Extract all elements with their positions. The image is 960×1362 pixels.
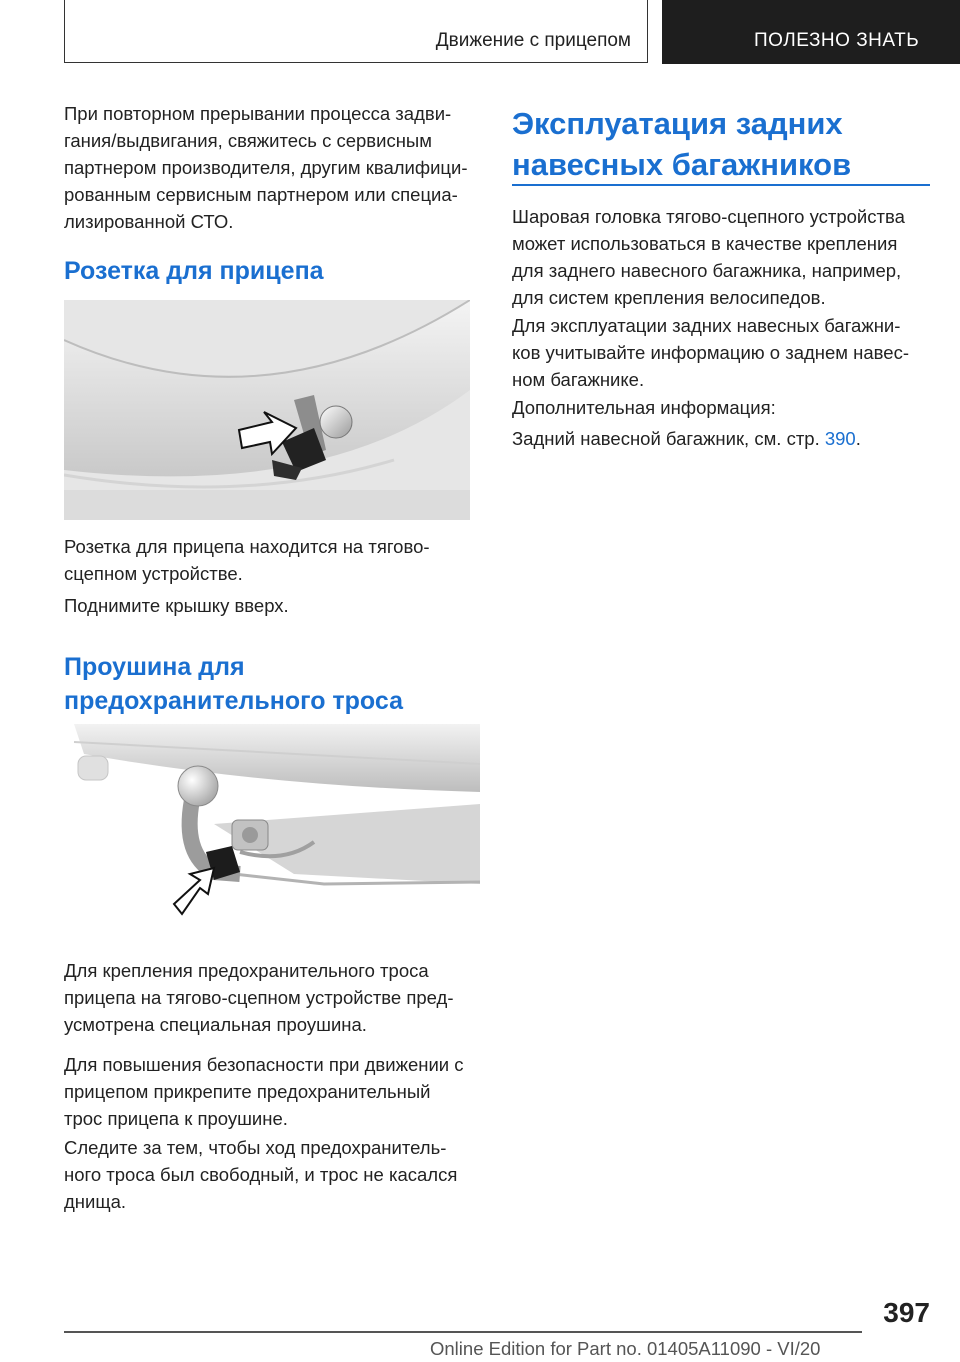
page-number: 397 bbox=[883, 1297, 930, 1328]
paragraph-line: ков учитывайте информацию о заднем навес- bbox=[512, 342, 909, 363]
heading-line: навесных багажников bbox=[512, 147, 852, 182]
heading-line: предохранительного троса bbox=[64, 687, 403, 715]
chapter-title: Движение с прицепом bbox=[435, 30, 631, 51]
eyelet-heading bbox=[64, 650, 482, 718]
page-link[interactable]: 390 bbox=[824, 428, 856, 449]
paragraph-line: Следите за тем, чтобы ход предохранитель- bbox=[64, 1137, 447, 1158]
socket-instruction: Поднимите крышку вверх. bbox=[64, 595, 289, 616]
heading-line: Эксплуатация задних bbox=[512, 106, 843, 141]
header-frame bbox=[64, 0, 648, 63]
edition-footer: Online Edition for Part no. 01405A11090 - VI/20 bbox=[430, 1338, 821, 1359]
intro-line: лизированной СТО. bbox=[64, 211, 234, 232]
rear-carrier-heading bbox=[512, 103, 932, 185]
carrier-paragraph-2 bbox=[512, 312, 932, 393]
section-tab[interactable] bbox=[662, 0, 960, 64]
paragraph-line: для заднего навесного багажника, например, bbox=[512, 260, 902, 281]
cross-reference bbox=[512, 425, 932, 452]
intro-line: При повторном прерывании процесса задви- bbox=[64, 103, 452, 124]
intro-line: рованным сервисным партнером или специа- bbox=[64, 184, 458, 205]
section-tab-label: ПОЛЕЗНО ЗНАТЬ bbox=[754, 30, 920, 51]
more-info-label: Дополнительная информация: bbox=[512, 397, 776, 418]
paragraph-line: ном багажнике. bbox=[512, 369, 645, 390]
reference-end: . bbox=[855, 428, 861, 449]
intro-paragraph bbox=[64, 100, 482, 235]
intro-line: партнером производителя, другим квалифици- bbox=[64, 157, 468, 178]
paragraph-line: прицепом прикрепите предохранительный bbox=[64, 1081, 431, 1102]
reference-text: Задний навесной багажник, см. стр. bbox=[512, 428, 825, 449]
paragraph-line: трос прицепа к проушине. bbox=[64, 1108, 288, 1129]
eyelet-image bbox=[64, 724, 480, 920]
paragraph-line: Для повышения безопасности при движении с bbox=[64, 1054, 464, 1075]
paragraph-line: Для эксплуатации задних навесных багажни- bbox=[512, 315, 901, 336]
intro-line: гания/выдвигания, свяжитесь с сервисным bbox=[64, 130, 432, 151]
caption-line: Розетка для прицепа находится на тягово- bbox=[64, 536, 430, 557]
heading-line: Проушина для bbox=[64, 653, 245, 681]
eyelet-paragraph-3 bbox=[64, 1134, 482, 1215]
paragraph-line: может использоваться в качестве крепления bbox=[512, 233, 898, 254]
heading-rule bbox=[512, 184, 930, 186]
paragraph-line: ного троса был свободный, и трос не касался bbox=[64, 1164, 458, 1185]
footer-rule bbox=[64, 1331, 862, 1333]
paragraph-line: для систем крепления велосипедов. bbox=[512, 287, 826, 308]
caption-line: Для крепления предохранительного троса bbox=[64, 960, 429, 981]
caption-line: прицепа на тягово-сцепном устройстве пред- bbox=[64, 987, 454, 1008]
carrier-paragraph-1 bbox=[512, 203, 932, 311]
eyelet-paragraph-2 bbox=[64, 1051, 482, 1132]
eyelet-caption bbox=[64, 957, 482, 1038]
caption-line: сцепном устройстве. bbox=[64, 563, 243, 584]
socket-image bbox=[64, 300, 470, 520]
socket-caption bbox=[64, 533, 482, 587]
caption-line: усмотрена специальная проушина. bbox=[64, 1014, 367, 1035]
socket-heading: Розетка для прицепа bbox=[64, 257, 324, 285]
paragraph-line: Шаровая головка тягово-сцепного устройства bbox=[512, 206, 905, 227]
paragraph-line: днища. bbox=[64, 1191, 126, 1212]
